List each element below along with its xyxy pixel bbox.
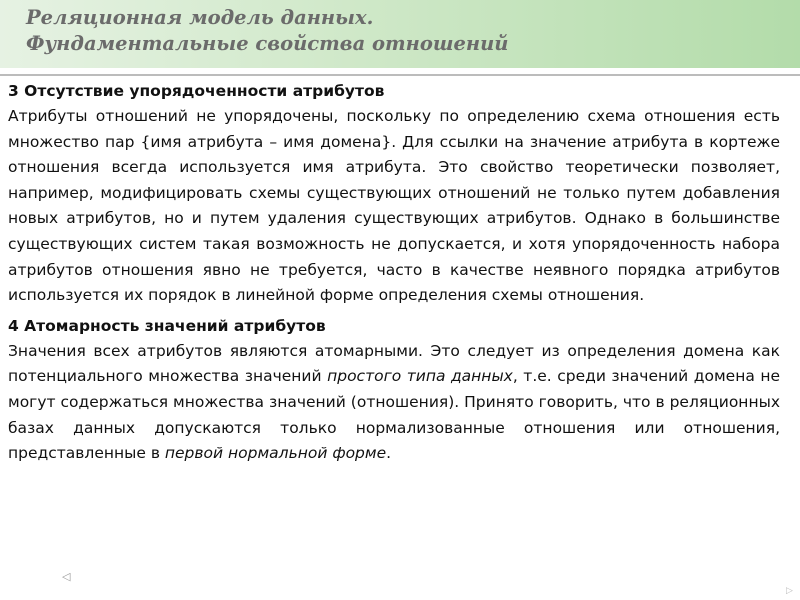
paragraph-4-text-3: . — [386, 444, 392, 463]
triangle-marker-icon: ◁ — [62, 570, 71, 583]
header-divider — [0, 74, 800, 76]
paragraph-4-italic-2: первой нормальной форме — [164, 444, 387, 463]
section-paragraph-3: Атрибуты отношений не упорядочены, поскольку по определению схема отношения есть множество пар {имя атрибута – имя домена}. Для ссылки на значение атрибута в кортеже отношения всегда используется имя атрибута. Это свойство теоретически позволяет, например, модифицировать схемы существующих отношений не только путем добавления новых атрибутов, но и путем удаления существующих атрибутов. Однако в большинстве существующих систем такая возможность не допускается, и хотя упорядоченность набора атрибутов отношения явно не требуется, часто в качестве неявного порядка атрибутов используется их порядок в линейной форме определения схемы отношения. — [8, 107, 780, 305]
corner-marker-icon: ▷ — [786, 586, 793, 596]
slide-title — [26, 5, 508, 57]
slide-header — [0, 0, 800, 68]
section-heading-3: 3 Отсутствие упорядоченности атрибутов — [8, 82, 385, 100]
slide-body — [8, 78, 780, 471]
paragraph-4-text-2: , т.е. среди значений домена не могут содержаться множества значений (отношения). Принято говорить, что в реляционных базах данных допускаются только нормализованные отношения или отношения, представленные в — [8, 367, 780, 463]
paragraph-4-italic-1: простого типа данных — [327, 367, 513, 386]
title-line-2: Фундаментальные свойства отношений — [26, 32, 509, 55]
section-heading-4: 4 Атомарность значений атрибутов — [8, 316, 326, 335]
title-line-1: Реляционная модель данных. — [26, 6, 374, 29]
paragraph-4-text-1: Значения всех атрибутов являются атомарными. Это следует из определения домена как потенциального множества значений — [8, 341, 780, 386]
section-paragraph-4 — [8, 339, 780, 467]
